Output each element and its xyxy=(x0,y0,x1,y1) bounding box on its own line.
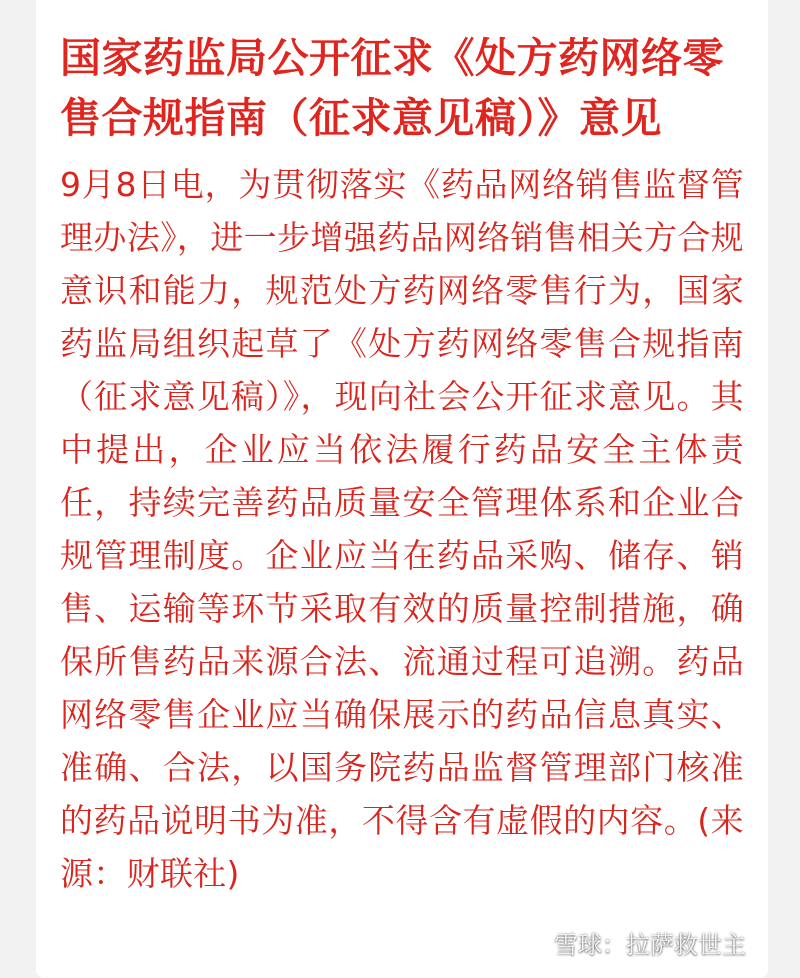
watermark-text: 雪球：拉萨救世主 xyxy=(554,931,746,959)
snowball-icon xyxy=(520,929,548,957)
article-card xyxy=(36,0,768,978)
article-body: 9月8日电，为贯彻落实《药品网络销售监督管理办法》，进一步增强药品网络销售相关方合规意识和能力，规范处方药网络零售行为，国家药监局组织起草了《处方药网络零售合规指南（征求意见稿）》，现向社会公开征求意见。其中提出，企业应当依法履行药品安全主体责任，持续完善药品质量安全管理体系和企业合规管理制度。企业应当在药品采购、储存、销售、运输等环节采取有效的质量控制措施，确保所售药品来源合法、流通过程可追溯。药品网络零售企业应当确保展示的药品信息真实、准确、合法，以国务院药品监督管理部门核准的药品说明书为准，不得含有虚假的内容。(来源：财联社) xyxy=(60,165,744,893)
article-title: 国家药监局公开征求《处方药网络零售合规指南（征求意见稿）》意见 xyxy=(60,34,724,142)
watermark xyxy=(520,925,746,960)
